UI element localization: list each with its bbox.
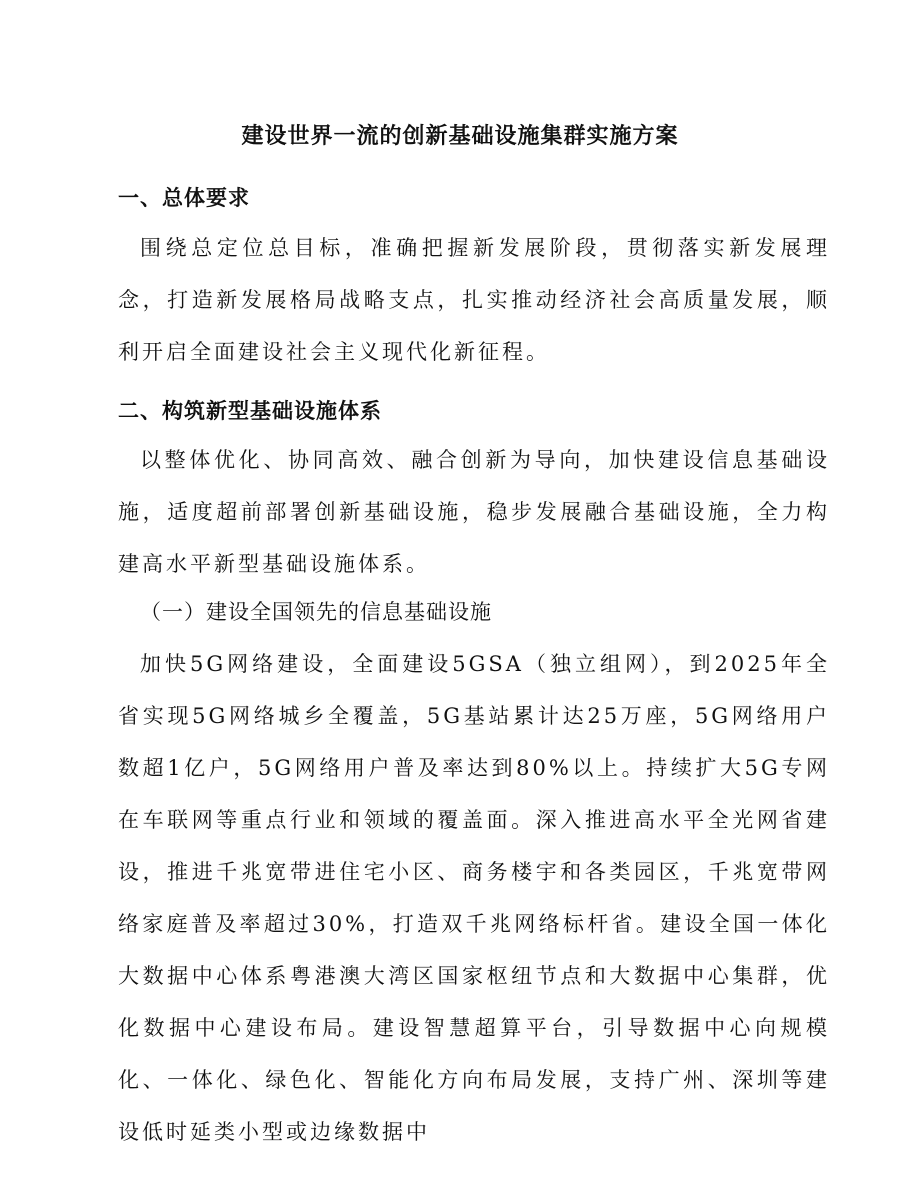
section-paragraph-general-requirements: 围绕总定位总目标，准确把握新发展阶段，贯彻落实新发展理念，打造新发展格局战略支点，扎实推动经济社会高质量发展，顺利开启全面建设社会主义现代化新征程。 bbox=[118, 236, 830, 364]
document-title: 建设世界一流的创新基础设施集群实施方案 bbox=[241, 123, 679, 149]
subsection-heading-information-infrastructure: （一）建设全国领先的信息基础设施 bbox=[140, 600, 492, 624]
section-paragraph-infrastructure-system: 以整体优化、协同高效、融合创新为导向，加快建设信息基础设施，适度超前部署创新基础设施，稳步发展融合基础设施，全力构建高水平新型基础设施体系。 bbox=[118, 448, 830, 576]
section-heading-general-requirements: 一、总体要求 bbox=[118, 185, 250, 210]
subsection-paragraph-information-infrastructure: 加快5G网络建设，全面建设5GSA（独立组网），到2025年全省实现5G网络城乡全覆盖，5G基站累计达25万座，5G网络用户数超1亿户，5G网络用户普及率达到80%以上。持续扩大5G专网在车联网等重点行业和领域的覆盖面。深入推进高水平全光网省建设，推进千兆宽带进住宅小区、商务楼宇和各类园区，千兆宽带网络家庭普及率超过30%，打造双千兆网络标杆省。建设全国一体化大数据中心体系粤港澳大湾区国家枢纽节点和大数据中心集群，优化数据中心建设布局。建设智慧超算平台，引导数据中心向规模化、一体化、绿色化、智能化方向布局发展，支持广州、深圳等建设低时延类小型或边缘数据中 bbox=[118, 652, 830, 1144]
section-heading-infrastructure-system: 二、构筑新型基础设施体系 bbox=[118, 398, 382, 423]
